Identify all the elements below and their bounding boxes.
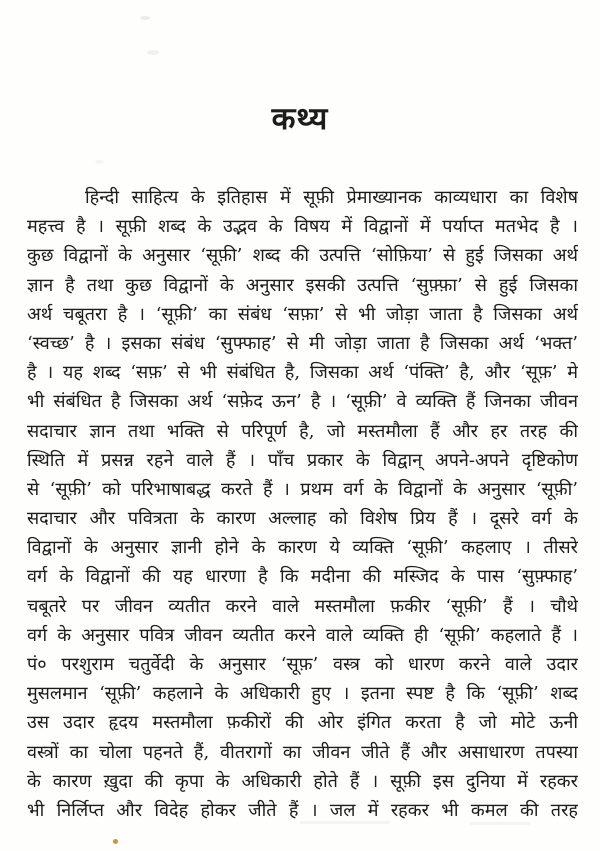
text-line: विद्वानों के अनुसार ज्ञानी होने के कारण ये व्यक्ति ‘सूफ़ी’ कहलाए । तीसरे bbox=[27, 537, 578, 559]
text-line: से ‘सूफ़ी’ को परिभाषाबद्ध करते हैं । प्रथम वर्ग के विद्वानों के अनुसार ‘सूफ़ी’ bbox=[27, 478, 578, 500]
text-line: महत्त्व है । सूफ़ी शब्द के उद्भव के विषय में विद्वानों में पर्याप्त मतभेद है । bbox=[27, 216, 578, 238]
page-title: कथ्य bbox=[271, 101, 329, 137]
text-line: वर्ग के अनुसार पवित्र जीवन व्यतीत करने वाले व्यक्ति ही ‘सूफ़ी’ कहलाते हैं । bbox=[27, 624, 578, 646]
text-line: हिन्दी साहित्य के इतिहास में सूफ़ी प्रेमाख्यानक काव्यधारा का विशेष bbox=[85, 187, 578, 208]
text-line: सदाचार और पवित्रता के कारण अल्लाह को विशेष प्रिय हैं । दूसरे वर्ग के bbox=[27, 508, 578, 530]
text-line: मुसलमान ‘सूफ़ी’ कहलाने के अधिकारी हुए । इतना स्पष्ट है कि ‘सूफ़ी’ शब्द bbox=[27, 683, 578, 705]
scan-speck bbox=[113, 839, 118, 844]
text-line: स्थिति में प्रसन्न रहने वाले हैं । पाँच प्रकार के विद्वान् अपने-अपने दृष्टिकोण bbox=[27, 449, 578, 471]
text-line: वर्ग के विद्वानों की यह धारणा है कि मदीना की मस्जिद के पास ‘सुफ़्फाह’ bbox=[27, 566, 578, 588]
scan-smudge bbox=[140, 16, 150, 20]
text-line: भी संबंधित है जिसका अर्थ ‘सफ़ेद ऊन’ है । ‘सूफ़ी’ वे व्यक्ति हैं जिनका जीवन bbox=[27, 391, 578, 413]
text-line: उस उदार हृदय मस्तमौला फ़कीरों की ओर इंगित करता है जो मोटे ऊनी bbox=[27, 712, 578, 734]
text-line: है । यह शब्द ‘सफ़’ से भी संबंधित है, जिसका अर्थ ‘पंक्ति’ है, और ‘सूफ़’ मे bbox=[27, 362, 578, 384]
text-line: भी निर्लिप्त और विदेह होकर जीते हैं । जल में रहकर भी कमल की तरह bbox=[27, 799, 578, 821]
text-line: वस्त्रों का चोला पहनते हैं, वीतरागों का जीवन जीते हैं और असाधारण तपस्या bbox=[27, 741, 578, 763]
text-line: सदाचार ज्ञान तथा भक्ति से परिपूर्ण है, जो मस्तमौला हैं और हर तरह की bbox=[27, 420, 578, 442]
scan-smudge bbox=[147, 50, 159, 55]
text-line: पं० परशुराम चतुर्वेदी के अनुसार ‘सूफ़’ वस्त्र को धारण करने वाले उदार bbox=[27, 654, 578, 675]
page-body bbox=[27, 183, 578, 825]
text-line: अर्थ चबूतरा है । ‘सूफ़ी’ का संबंध ‘सफ़ा’ से भी जोड़ा जाता है जिसका अर्थ bbox=[27, 303, 578, 325]
scan-smudge bbox=[95, 160, 104, 164]
text-line: कुछ विद्वानों के अनुसार ‘सूफ़ी’ शब्द की उत्पत्ति ‘सोफ़िया’ से हुई जिसका अर्थ bbox=[27, 245, 578, 267]
text-line: ज्ञान है तथा कुछ विद्वानों के अनुसार इसकी उत्पत्ति ‘सुफ़्फ़ा’ से हुई जिसका bbox=[27, 274, 578, 296]
text-line: ‘स्वच्छ’ है । इसका संबंध ‘सुफ्फाह’ से मी जोड़ा जाता है जिसका अर्थ ‘भक्त’ bbox=[27, 332, 578, 354]
text-line: के कारण ख़ुदा की कृपा के अधिकारी होते हैं । सूफ़ी इस दुनिया में रहकर bbox=[27, 770, 578, 792]
text-line: चबूतरे पर जीवन व्यतीत करने वाले मस्तमौला फ़कीर ‘सूफ़ी’ हैं । चौथे bbox=[27, 595, 578, 617]
